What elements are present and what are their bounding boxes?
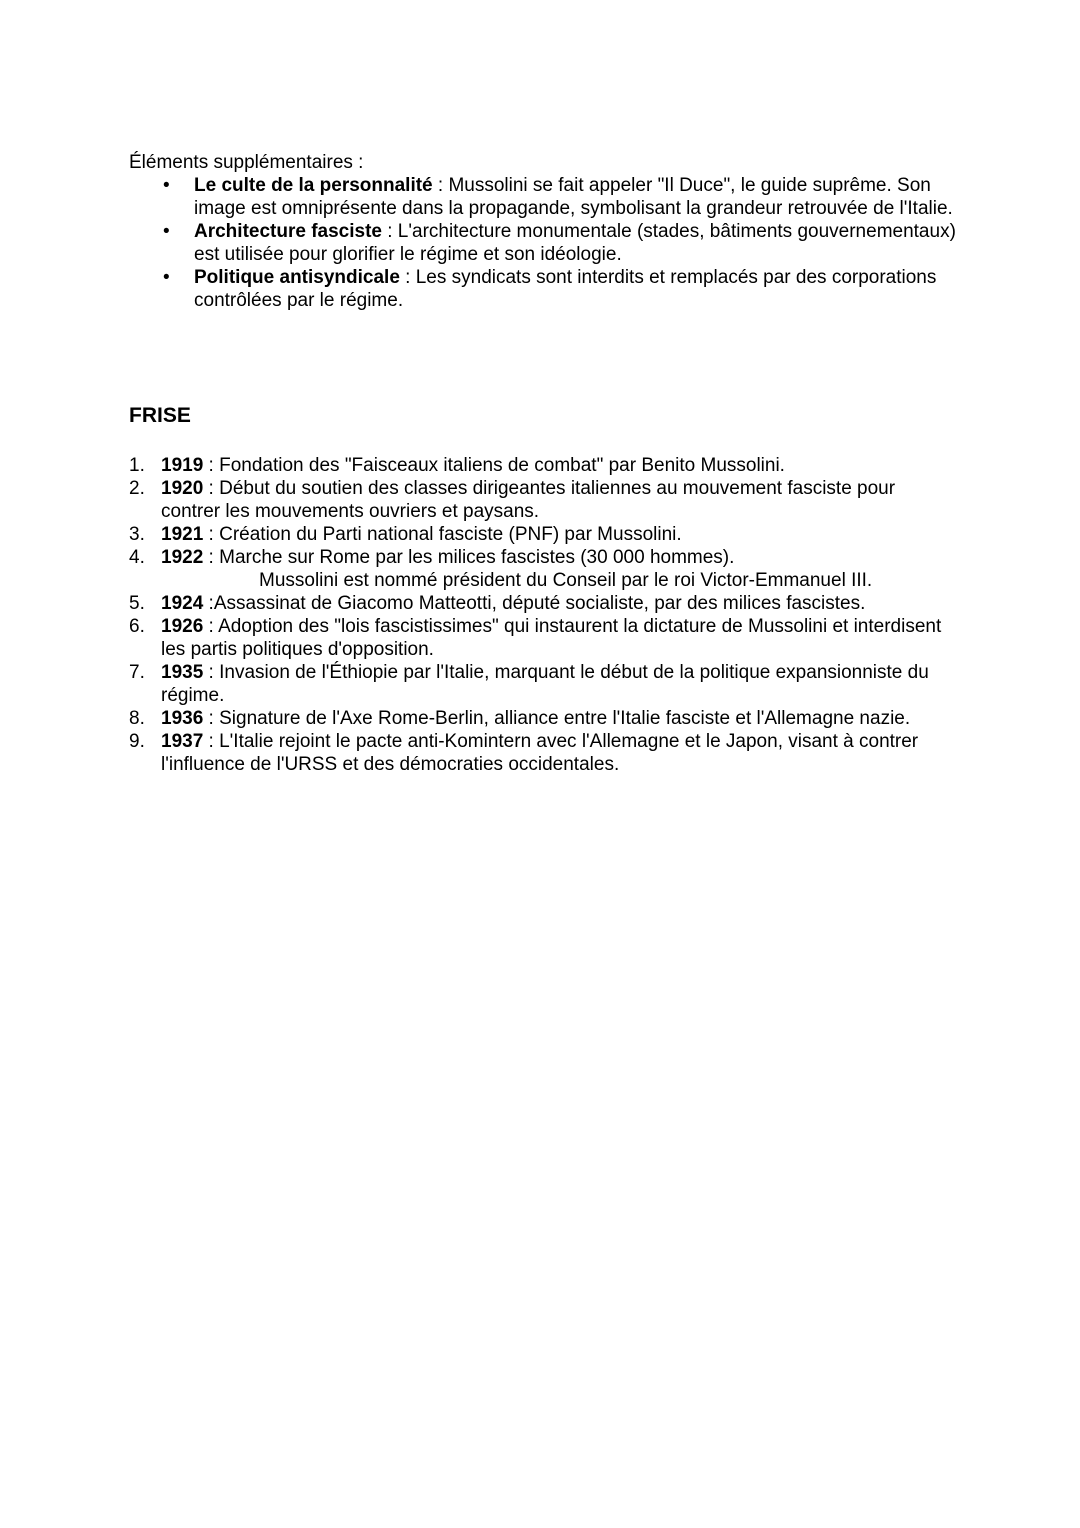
timeline-item: [129, 707, 959, 730]
timeline-item: [129, 730, 959, 776]
timeline-number: 9.: [129, 731, 145, 752]
timeline-item: [129, 523, 959, 546]
timeline-year: 1922: [161, 547, 204, 568]
timeline-year: 1935: [161, 662, 204, 683]
timeline-item: [129, 615, 959, 661]
timeline-number: 5.: [129, 593, 145, 614]
timeline-number: 3.: [129, 524, 145, 545]
bullet-icon: •: [163, 175, 170, 196]
timeline-extra-text: Mussolini est nommé président du Conseil par le roi Victor-Emmanuel III.: [259, 570, 873, 591]
timeline-number: 2.: [129, 478, 145, 499]
timeline-item: [129, 592, 959, 615]
timeline-year: 1920: [161, 478, 204, 499]
timeline-text: : Invasion de l'Éthiopie par l'Italie, marquant le début de la politique expansionniste du régime.: [161, 662, 929, 706]
timeline-item: [129, 454, 959, 477]
bullet-item: [129, 220, 959, 266]
section-heading: FRISE: [129, 404, 191, 427]
bullet-term: Architecture fasciste: [194, 221, 382, 242]
bullet-text: : L'architecture monumentale (stades, bâtiments gouvernementaux) est utilisée pour glorifier le régime et son idéologie.: [194, 221, 956, 265]
timeline-year: 1921: [161, 524, 204, 545]
timeline-year: 1919: [161, 455, 204, 476]
timeline-number: 1.: [129, 455, 145, 476]
bullet-term: Le culte de la personnalité: [194, 175, 433, 196]
timeline-text: : L'Italie rejoint le pacte anti-Komintern avec l'Allemagne et le Japon, visant à contrer l'influence de l'URSS et des démocraties occidentales.: [161, 731, 919, 775]
bullet-text: : Les syndicats sont interdits et remplacés par des corporations contrôlées par le régime.: [194, 267, 937, 311]
timeline-text: : Création du Parti national fasciste (PNF) par Mussolini.: [203, 524, 682, 545]
timeline-text: :Assassinat de Giacomo Matteotti, député socialiste, par des milices fascistes.: [203, 593, 866, 614]
intro-text: Éléments supplémentaires :: [129, 152, 364, 173]
timeline-text: : Début du soutien des classes dirigeantes italiennes au mouvement fasciste pour contrer les mouvements ouvriers et paysans.: [161, 478, 896, 522]
bullet-list: [129, 174, 959, 312]
timeline-year: 1936: [161, 708, 204, 729]
timeline-number: 6.: [129, 616, 145, 637]
bullet-item: [129, 266, 959, 312]
timeline-text: : Signature de l'Axe Rome-Berlin, alliance entre l'Italie fasciste et l'Allemagne nazie.: [203, 708, 911, 729]
bullet-term: Politique antisyndicale: [194, 267, 400, 288]
timeline-year: 1926: [161, 616, 204, 637]
timeline-number: 7.: [129, 662, 145, 683]
bullet-text: : Mussolini se fait appeler "Il Duce", le guide suprême. Son image est omniprésente dans la propagande, symbolisant la grandeur retrouvée de l'Italie.: [194, 175, 953, 219]
bullet-icon: •: [163, 267, 170, 288]
timeline-year: 1924: [161, 593, 204, 614]
bullet-icon: •: [163, 221, 170, 242]
timeline-text: : Adoption des "lois fascistissimes" qui instaurent la dictature de Mussolini et interdisent les partis politiques d'opposition.: [161, 616, 942, 660]
timeline-year: 1937: [161, 731, 204, 752]
timeline-item: [129, 661, 959, 707]
bullet-item: [129, 174, 959, 220]
timeline-item: [129, 546, 959, 592]
timeline-text: : Marche sur Rome par les milices fascistes (30 000 hommes).: [203, 547, 735, 568]
timeline-number: 8.: [129, 708, 145, 729]
timeline-list: [129, 454, 959, 776]
timeline-text: : Fondation des "Faisceaux italiens de combat" par Benito Mussolini.: [203, 455, 785, 476]
timeline-number: 4.: [129, 547, 145, 568]
timeline-item: [129, 477, 959, 523]
